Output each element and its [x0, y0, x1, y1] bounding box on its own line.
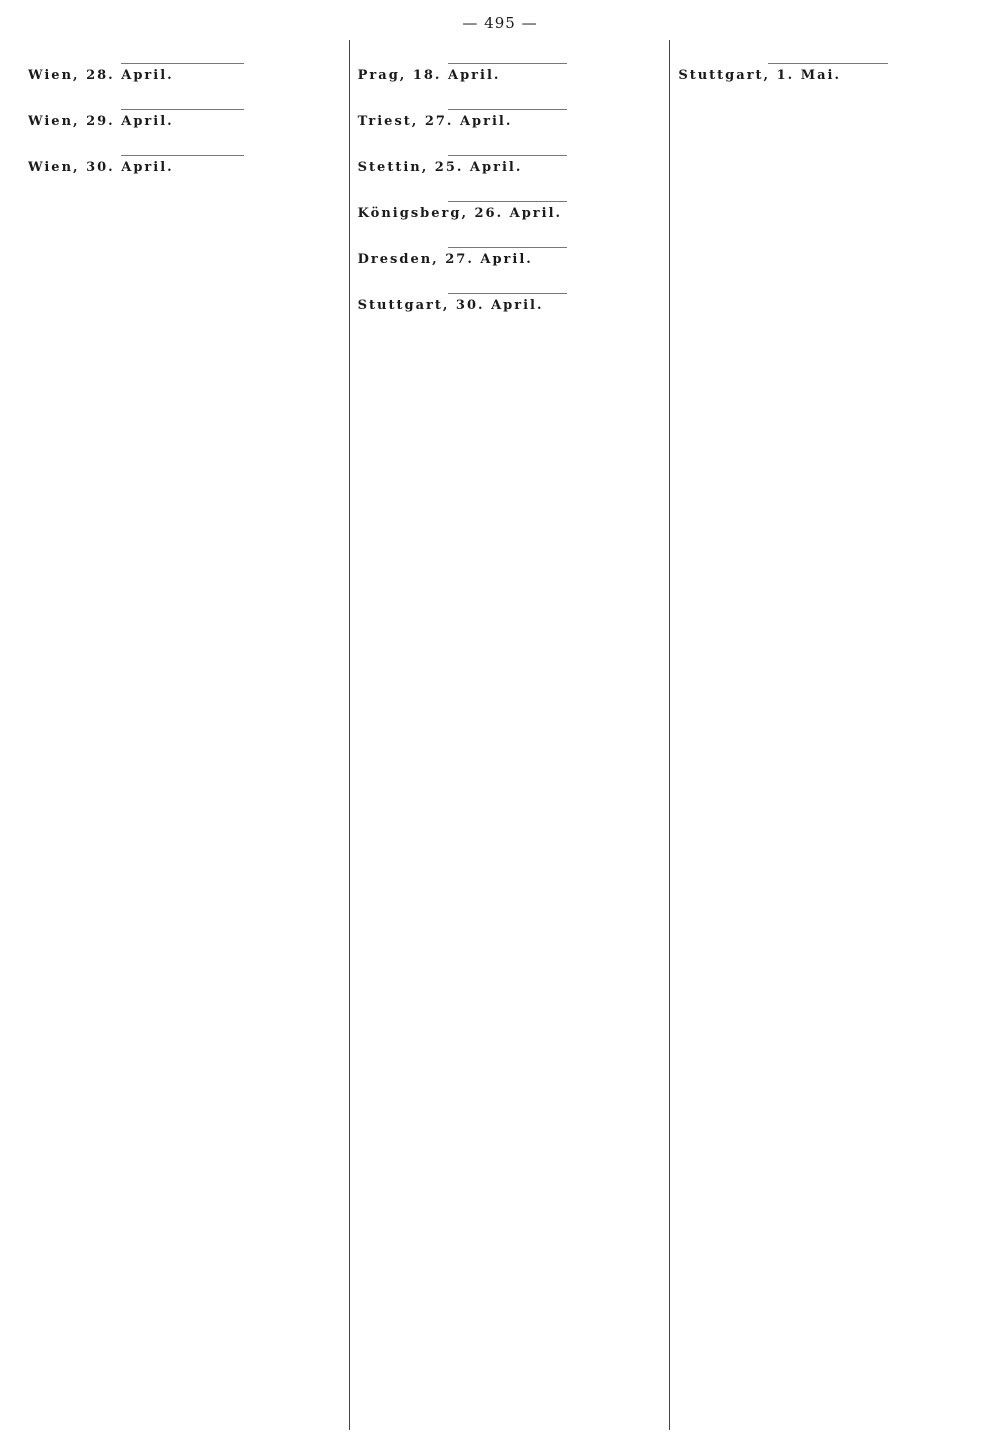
separator-rule	[448, 293, 568, 294]
article-paragraph	[358, 178, 658, 195]
article-paragraph	[28, 178, 337, 195]
article-paragraph	[358, 40, 658, 57]
article-paragraph	[28, 40, 337, 57]
dateline: Prag, 18. April.	[357, 68, 501, 83]
article-paragraph	[358, 316, 658, 333]
news-item	[358, 40, 658, 57]
article-paragraph	[358, 86, 658, 103]
separator-rule	[121, 63, 244, 64]
article-paragraph	[28, 86, 337, 103]
separator-rule	[448, 109, 568, 110]
news-item	[28, 40, 337, 57]
separator-rule	[448, 247, 568, 248]
separator-rule	[448, 201, 568, 202]
dateline: Stuttgart, 30. April.	[357, 298, 544, 313]
dateline: Wien, 30. April.	[28, 160, 174, 175]
separator-rule	[121, 109, 244, 110]
dateline: Wien, 29. April.	[28, 114, 174, 129]
news-item	[358, 109, 658, 149]
news-item	[358, 155, 658, 195]
separator-rule	[448, 155, 568, 156]
column-2	[349, 40, 658, 1430]
column-3	[669, 40, 978, 1430]
news-item	[678, 40, 978, 57]
news-item	[28, 63, 337, 103]
separator-rule	[448, 63, 568, 64]
dateline: Triest, 27. April.	[357, 114, 513, 129]
dateline: Stuttgart, 1. Mai.	[678, 68, 841, 83]
article-paragraph	[678, 40, 978, 57]
article-paragraph	[28, 132, 337, 149]
news-item	[358, 247, 658, 287]
dateline: Königsberg, 26. April.	[357, 206, 563, 221]
news-item	[28, 109, 337, 149]
column-1	[28, 40, 337, 1430]
article-paragraph	[358, 132, 658, 149]
news-item	[358, 63, 658, 103]
article-paragraph	[678, 86, 978, 103]
text-columns	[28, 40, 978, 1430]
news-item	[358, 293, 658, 333]
separator-rule	[121, 155, 244, 156]
dateline: Wien, 28. April.	[28, 68, 174, 83]
article-paragraph	[358, 224, 658, 241]
dateline: Dresden, 27. April.	[357, 252, 533, 267]
news-item	[358, 201, 658, 241]
news-item	[678, 63, 978, 103]
news-item	[28, 155, 337, 195]
article-paragraph	[358, 270, 658, 287]
dateline: Stettin, 25. April.	[357, 160, 523, 175]
page-number: — 495 —	[462, 14, 538, 32]
separator-rule	[768, 63, 888, 64]
